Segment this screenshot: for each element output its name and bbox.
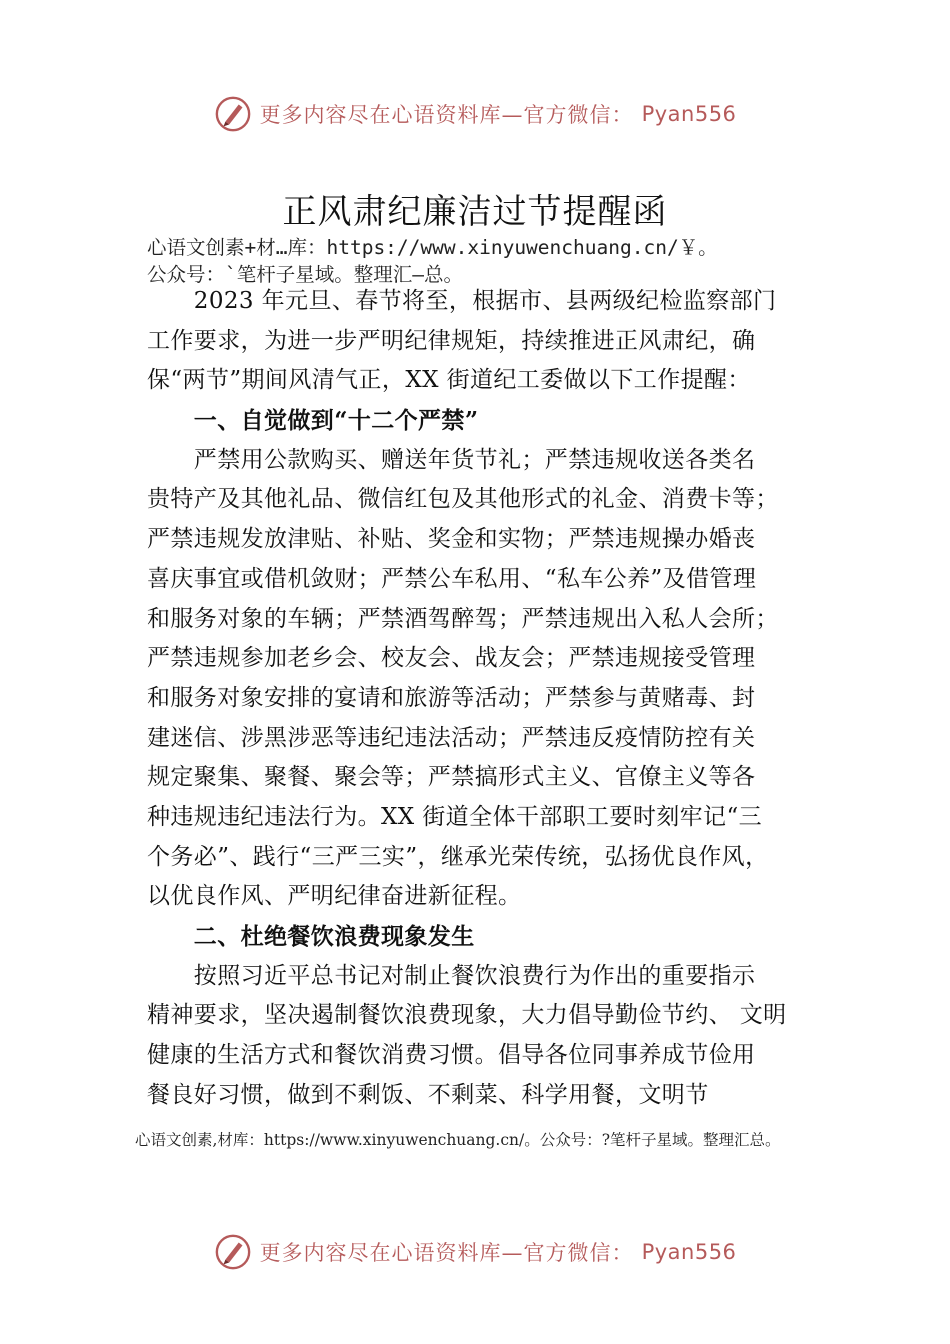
body-line: 2023 年元旦、春节将至，根据市、县两级纪检监察部门 bbox=[147, 288, 777, 314]
source-line-1: 心语文创素+材…库：https://www.xinyuwenchuang.cn/￥。 bbox=[147, 236, 718, 259]
body-line: 精神要求，坚决遏制餐饮浪费现象，大力倡导勤俭节约、 文明 bbox=[147, 1002, 787, 1029]
body-line: 规定聚集、聚餐、聚会等；严禁搞形式主义、官僚主义等各 bbox=[147, 764, 756, 791]
section-heading-2: 二、杜绝餐饮浪费现象发生 bbox=[147, 923, 475, 950]
body-line: 按照习近平总书记对制止餐饮浪费行为作出的重要指示 bbox=[147, 962, 756, 989]
document-title: 正风肃纪廉洁过节提醒函 bbox=[282, 192, 668, 232]
body-line: 严禁用公款购买、赠送年货节礼；严禁违规收送各类名 bbox=[147, 446, 756, 473]
body-line: 工作要求，为进一步严明纪律规矩，持续推进正风肃纪，确 bbox=[147, 327, 756, 354]
footer-source-note: 心语文创素,材库：https://www.xinyuwenchuang.cn/。公众号：?笔杆子星域。整理汇总。 bbox=[135, 1131, 781, 1149]
body-line: 严禁违规发放津贴、补贴、奖金和实物；严禁违规操办婚丧 bbox=[147, 526, 756, 553]
section-heading-1: 一、自觉做到“十二个严禁” bbox=[147, 407, 479, 435]
body-line: 保“两节”期间风清气正，XX 街道纪工委做以下工作提醒： bbox=[147, 367, 751, 394]
body-line: 健康的生活方式和餐饮消费习惯。倡导各位同事养成节俭用 bbox=[147, 1042, 756, 1069]
body-line: 和服务对象安排的宴请和旅游等活动；严禁参与黄赌毒、封 bbox=[147, 684, 756, 711]
banner-tagline: 更多内容尽在心语资料库—官方微信： bbox=[259, 103, 634, 127]
body-line: 个务必”、践行“三严三实”，继承光荣传统，弘扬优良作风， bbox=[147, 843, 769, 870]
banner-wechat-id: Pyan556 bbox=[641, 102, 737, 126]
body-line: 和服务对象的车辆；严禁酒驾醉驾；严禁违规出入私人会所； bbox=[147, 605, 779, 632]
body-line: 种违规违纪违法行为。XX 街道全体干部职工要时刻牢记“三 bbox=[147, 803, 763, 830]
body-line: 严禁违规参加老乡会、校友会、战友会；严禁违规接受管理 bbox=[147, 645, 756, 672]
body-line: 餐良好习惯，做到不剩饭、不剩菜、科学用餐，文明节 bbox=[147, 1081, 709, 1108]
banner-wechat-id: Pyan556 bbox=[641, 1240, 737, 1264]
pen-logo-icon bbox=[214, 95, 252, 133]
banner-tagline: 更多内容尽在心语资料库—官方微信： bbox=[259, 1241, 634, 1265]
body-line: 贵特产及其他礼品、微信红包及其他形式的礼金、消费卡等； bbox=[147, 486, 779, 513]
source-line-2: 公众号：`笔杆子星域。整理汇—总。 bbox=[147, 263, 463, 286]
pen-logo-icon bbox=[214, 1233, 252, 1271]
document-body bbox=[147, 282, 807, 1115]
body-line: 建迷信、涉黑涉恶等违纪违法活动；严禁违反疫情防控有关 bbox=[147, 724, 756, 751]
body-line: 以优良作风、严明纪律奋进新征程。 bbox=[147, 883, 522, 910]
top-banner bbox=[0, 92, 950, 136]
body-line: 喜庆事宜或借机敛财；严禁公车私用、“私车公养”及借管理 bbox=[147, 565, 757, 592]
bottom-banner bbox=[0, 1230, 950, 1274]
